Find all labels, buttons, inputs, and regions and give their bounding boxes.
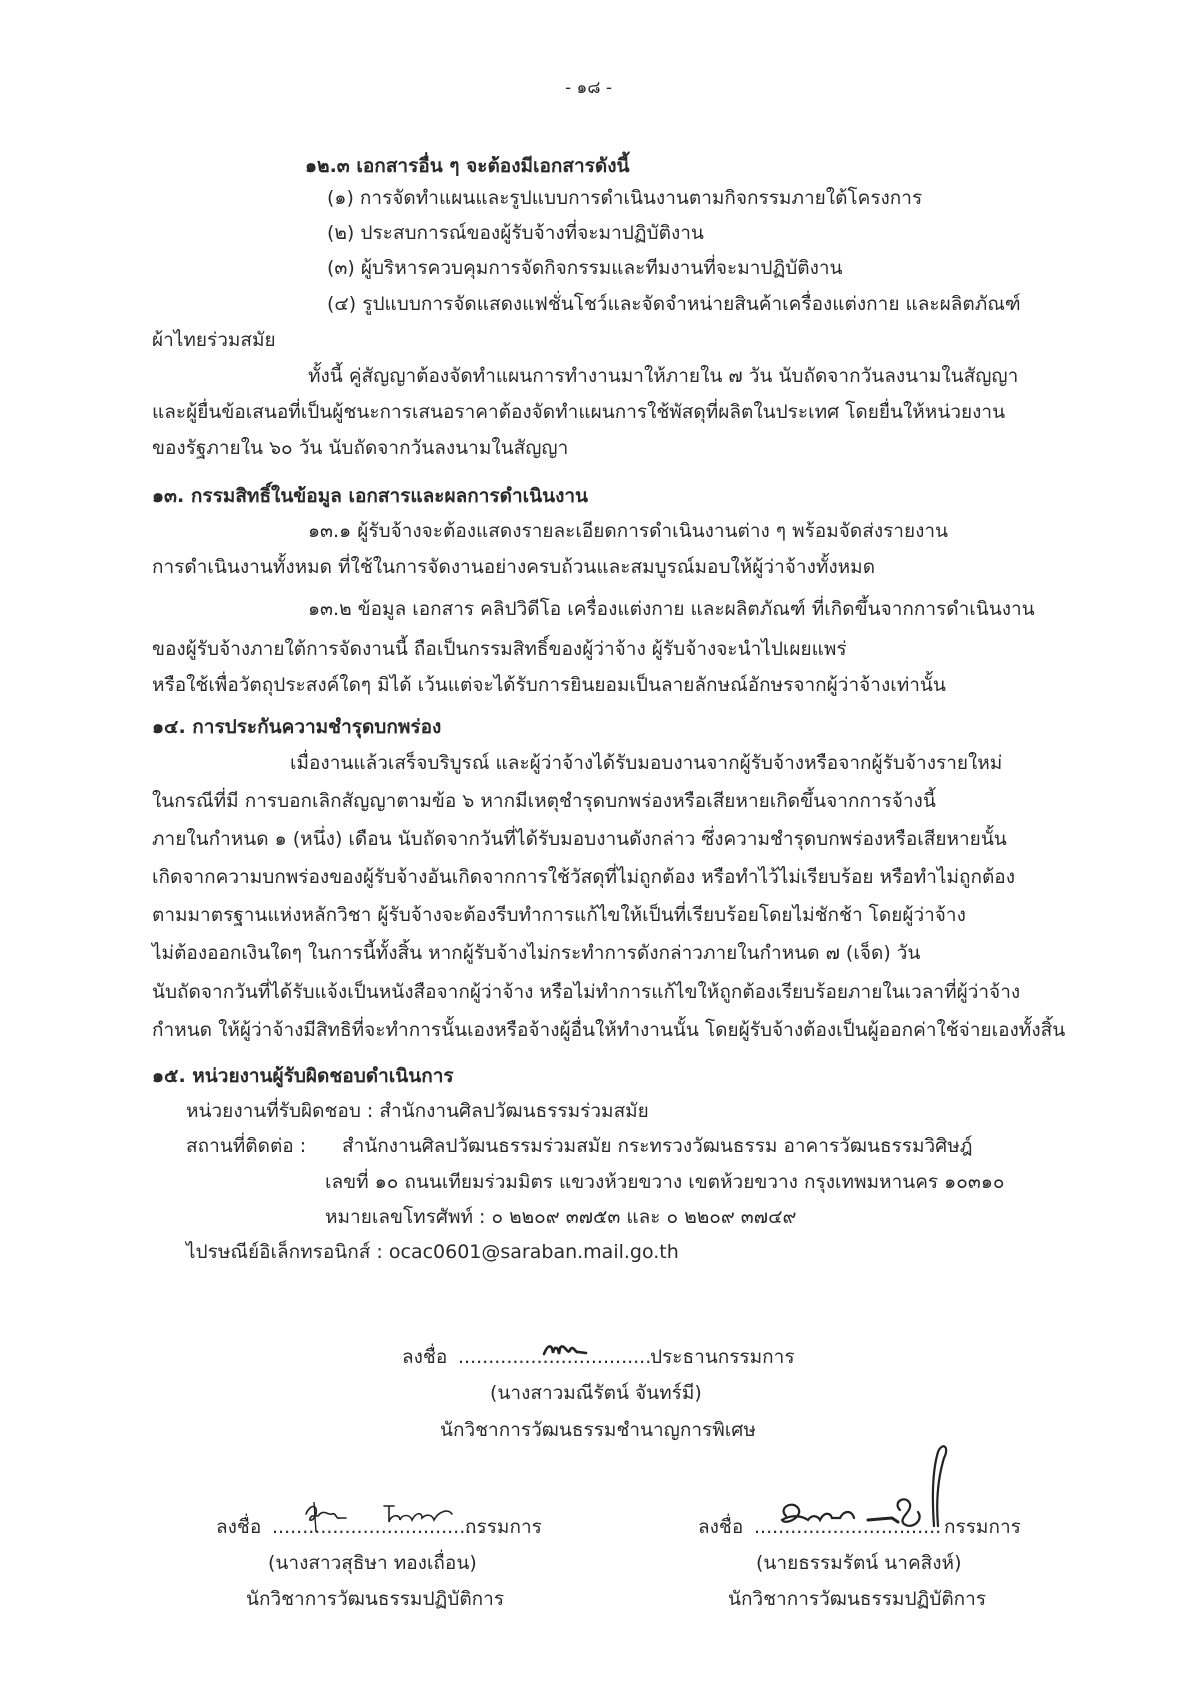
section-13-1-line-1: ๑๓.๑ ผู้รับจ้างจะต้องแสดงรายละเอียดการดำเนินงานต่าง ๆ พร้อมจัดส่งรายงาน <box>308 520 949 542</box>
section-14-line-2: ในกรณีที่มี การบอกเลิกสัญญาตามข้อ ๖ หากมีเหตุชำรุดบกพร่องหรือเสียหายเกิดขึ้นจากการจ้างนี้ <box>152 790 936 812</box>
section-14-heading: ๑๔. การประกันความชำรุดบกพร่อง <box>152 716 442 738</box>
section-13-heading: ๑๓. กรรมสิทธิ์ในข้อมูล เอกสารและผลการดำเนินงาน <box>152 485 589 507</box>
member1-role: กรรมการ <box>465 1516 542 1538</box>
chair-signature-image <box>540 1338 592 1362</box>
address-line-1: สำนักงานศิลปวัฒนธรรมร่วมสมัย กระทรวงวัฒนธรรม อาคารวัฒนธรรมวิศิษฎ์ <box>342 1135 973 1157</box>
chair-name: (นางสาวมณีรัตน์ จันทร์มี) <box>490 1382 702 1404</box>
section-12-3-item-1: (๑) การจัดทำแผนและรูปแบบการดำเนินงานตามกิจกรรมภายใต้โครงการ <box>327 187 923 209</box>
section-13-2-line-2: ของผู้รับจ้างภายใต้การจัดงานนี้ ถือเป็นกรรมสิทธิ์ของผู้ว่าจ้าง ผู้รับจ้างจะนำไปเผยแพร่ <box>152 638 847 660</box>
section-13-1-line-2: การดำเนินงานทั้งหมด ที่ใช้ในการจัดงานอย่างครบถ้วนและสมบูรณ์มอบให้ผู้ว่าจ้างทั้งหมด <box>152 556 876 578</box>
phone-number: หมายเลขโทรศัพท์ : ๐ ๒๒๐๙ ๓๗๕๓ และ ๐ ๒๒๐๙ ๓๗๔๙ <box>325 1206 797 1228</box>
page-number: - ๑๘ - <box>565 78 612 98</box>
section-14-line-3: ภายในกำหนด ๑ (หนึ่ง) เดือน นับถัดจากวันที่ได้รับมอบงานดังกล่าว ซึ่งความชำรุดบกพร่องหรือเสียหายนั้น <box>152 828 1007 850</box>
address-label: สถานที่ติดต่อ : <box>186 1135 307 1157</box>
member2-role: กรรมการ <box>944 1516 1021 1538</box>
chair-signature-dots: ................................ <box>458 1346 652 1368</box>
section-12-3-paragraph-line-3: ของรัฐภายใน ๖๐ วัน นับถัดจากวันลงนามในสัญญา <box>152 437 569 459</box>
section-13-2-line-3: หรือใช้เพื่อวัตถุประสงค์ใดๆ มิได้ เว้นแต่จะได้รับการยินยอมเป็นลายลักษณ์อักษรจากผู้ว่าจ้างเท่านั้น <box>152 674 946 696</box>
section-12-3-item-4: (๔) รูปแบบการจัดแสดงแฟชั่นโชว์และจัดจำหน่ายสินค้าเครื่องแต่งกาย และผลิตภัณฑ์ <box>327 293 1021 315</box>
member1-signature-image <box>296 1492 466 1536</box>
chair-role: ประธานกรรมการ <box>650 1346 795 1368</box>
member2-signature-image <box>772 1438 962 1538</box>
section-14-line-8: กำหนด ให้ผู้ว่าจ้างมีสิทธิที่จะทำการนั้นเองหรือจ้างผู้อื่นให้ทำงานนั้น โดยผู้รับจ้างต้องเป็นผู้ออกค่าใช้จ่ายเองทั้งสิ้น <box>152 1019 1066 1041</box>
section-14-line-1: เมื่องานแล้วเสร็จบริบูรณ์ และผู้ว่าจ้างได้รับมอบงานจากผู้รับจ้างหรือจากผู้รับจ้างรายใหม่ <box>290 752 1003 774</box>
section-14-line-6: ไม่ต้องออกเงินใดๆ ในการนี้ทั้งสิ้น หากผู้รับจ้างไม่กระทำการดังกล่าวภายในกำหนด ๗ (เจ็ด) วัน <box>152 942 921 964</box>
member2-name: (นายธรรมรัตน์ นาคสิงห์) <box>756 1552 962 1574</box>
section-14-line-7: นับถัดจากวันที่ได้รับแจ้งเป็นหนังสือจากผู้ว่าจ้าง หรือไม่ทำการแก้ไขให้ถูกต้องเรียบร้อยภายในเวลาที่ผู้ว่าจ้าง <box>152 981 1021 1003</box>
section-12-3-item-3: (๓) ผู้บริหารควบคุมการจัดกิจกรรมและทีมงานที่จะมาปฏิบัติงาน <box>327 257 843 279</box>
chair-sign-label: ลงชื่อ <box>402 1346 448 1368</box>
member1-position: นักวิชาการวัฒนธรรมปฏิบัติการ <box>246 1588 505 1610</box>
section-12-3-paragraph-line-1: ทั้งนี้ คู่สัญญาต้องจัดทำแผนการทำงานมาให้ภายใน ๗ วัน นับถัดจากวันลงนามในสัญญา <box>308 365 1019 387</box>
section-12-3-item-2: (๒) ประสบการณ์ของผู้รับจ้างที่จะมาปฏิบัติงาน <box>327 222 704 244</box>
member1-sign-label: ลงชื่อ <box>216 1516 262 1538</box>
member2-signature-dots: ............................... <box>754 1516 942 1538</box>
member2-sign-label: ลงชื่อ <box>698 1516 744 1538</box>
section-14-line-4: เกิดจากความบกพร่องของผู้รับจ้างอันเกิดจากการใช้วัสดุที่ไม่ถูกต้อง หรือทำไว้ไม่เรียบร้อย หรือทำไม่ถูกต้อง <box>152 866 1015 888</box>
responsible-unit: หน่วยงานที่รับผิดชอบ : สำนักงานศิลปวัฒนธรรมร่วมสมัย <box>186 1100 649 1122</box>
section-13-2-line-1: ๑๓.๒ ข้อมูล เอกสาร คลิปวิดีโอ เครื่องแต่งกาย และผลิตภัณฑ์ ที่เกิดขึ้นจากการดำเนินงาน <box>308 598 1035 620</box>
section-15-heading: ๑๕. หน่วยงานผู้รับผิดชอบดำเนินการ <box>152 1065 454 1087</box>
address-line-2: เลขที่ ๑๐ ถนนเทียมร่วมมิตร แขวงห้วยขวาง เขตห้วยขวาง กรุงเทพมหานคร ๑๐๓๑๐ <box>325 1171 1005 1193</box>
chair-position: นักวิชาการวัฒนธรรมชำนาญการพิเศษ <box>440 1419 756 1441</box>
section-12-3-heading: ๑๒.๓ เอกสารอื่น ๆ จะต้องมีเอกสารดังนี้ <box>305 155 630 177</box>
member1-signature-dots: ................................... <box>272 1516 484 1538</box>
member1-name: (นางสาวสุธิษา ทองเถื่อน) <box>268 1552 477 1574</box>
member2-position: นักวิชาการวัฒนธรรมปฏิบัติการ <box>728 1588 987 1610</box>
email-address: ไปรษณีย์อิเล็กทรอนิกส์ : ocac0601@saraban.mail.go.th <box>186 1241 679 1263</box>
section-12-3-item-4-continuation: ผ้าไทยร่วมสมัย <box>152 329 276 351</box>
section-14-line-5: ตามมาตรฐานแห่งหลักวิชา ผู้รับจ้างจะต้องรีบทำการแก้ไขให้เป็นที่เรียบร้อยโดยไม่ชักช้า โดยผู้ว่าจ้าง <box>152 904 966 926</box>
section-12-3-paragraph-line-2: และผู้ยื่นข้อเสนอที่เป็นผู้ชนะการเสนอราคาต้องจัดทำแผนการใช้พัสดุที่ผลิตในประเทศ โดยยื่นให้หน่วยงาน <box>152 401 1006 423</box>
